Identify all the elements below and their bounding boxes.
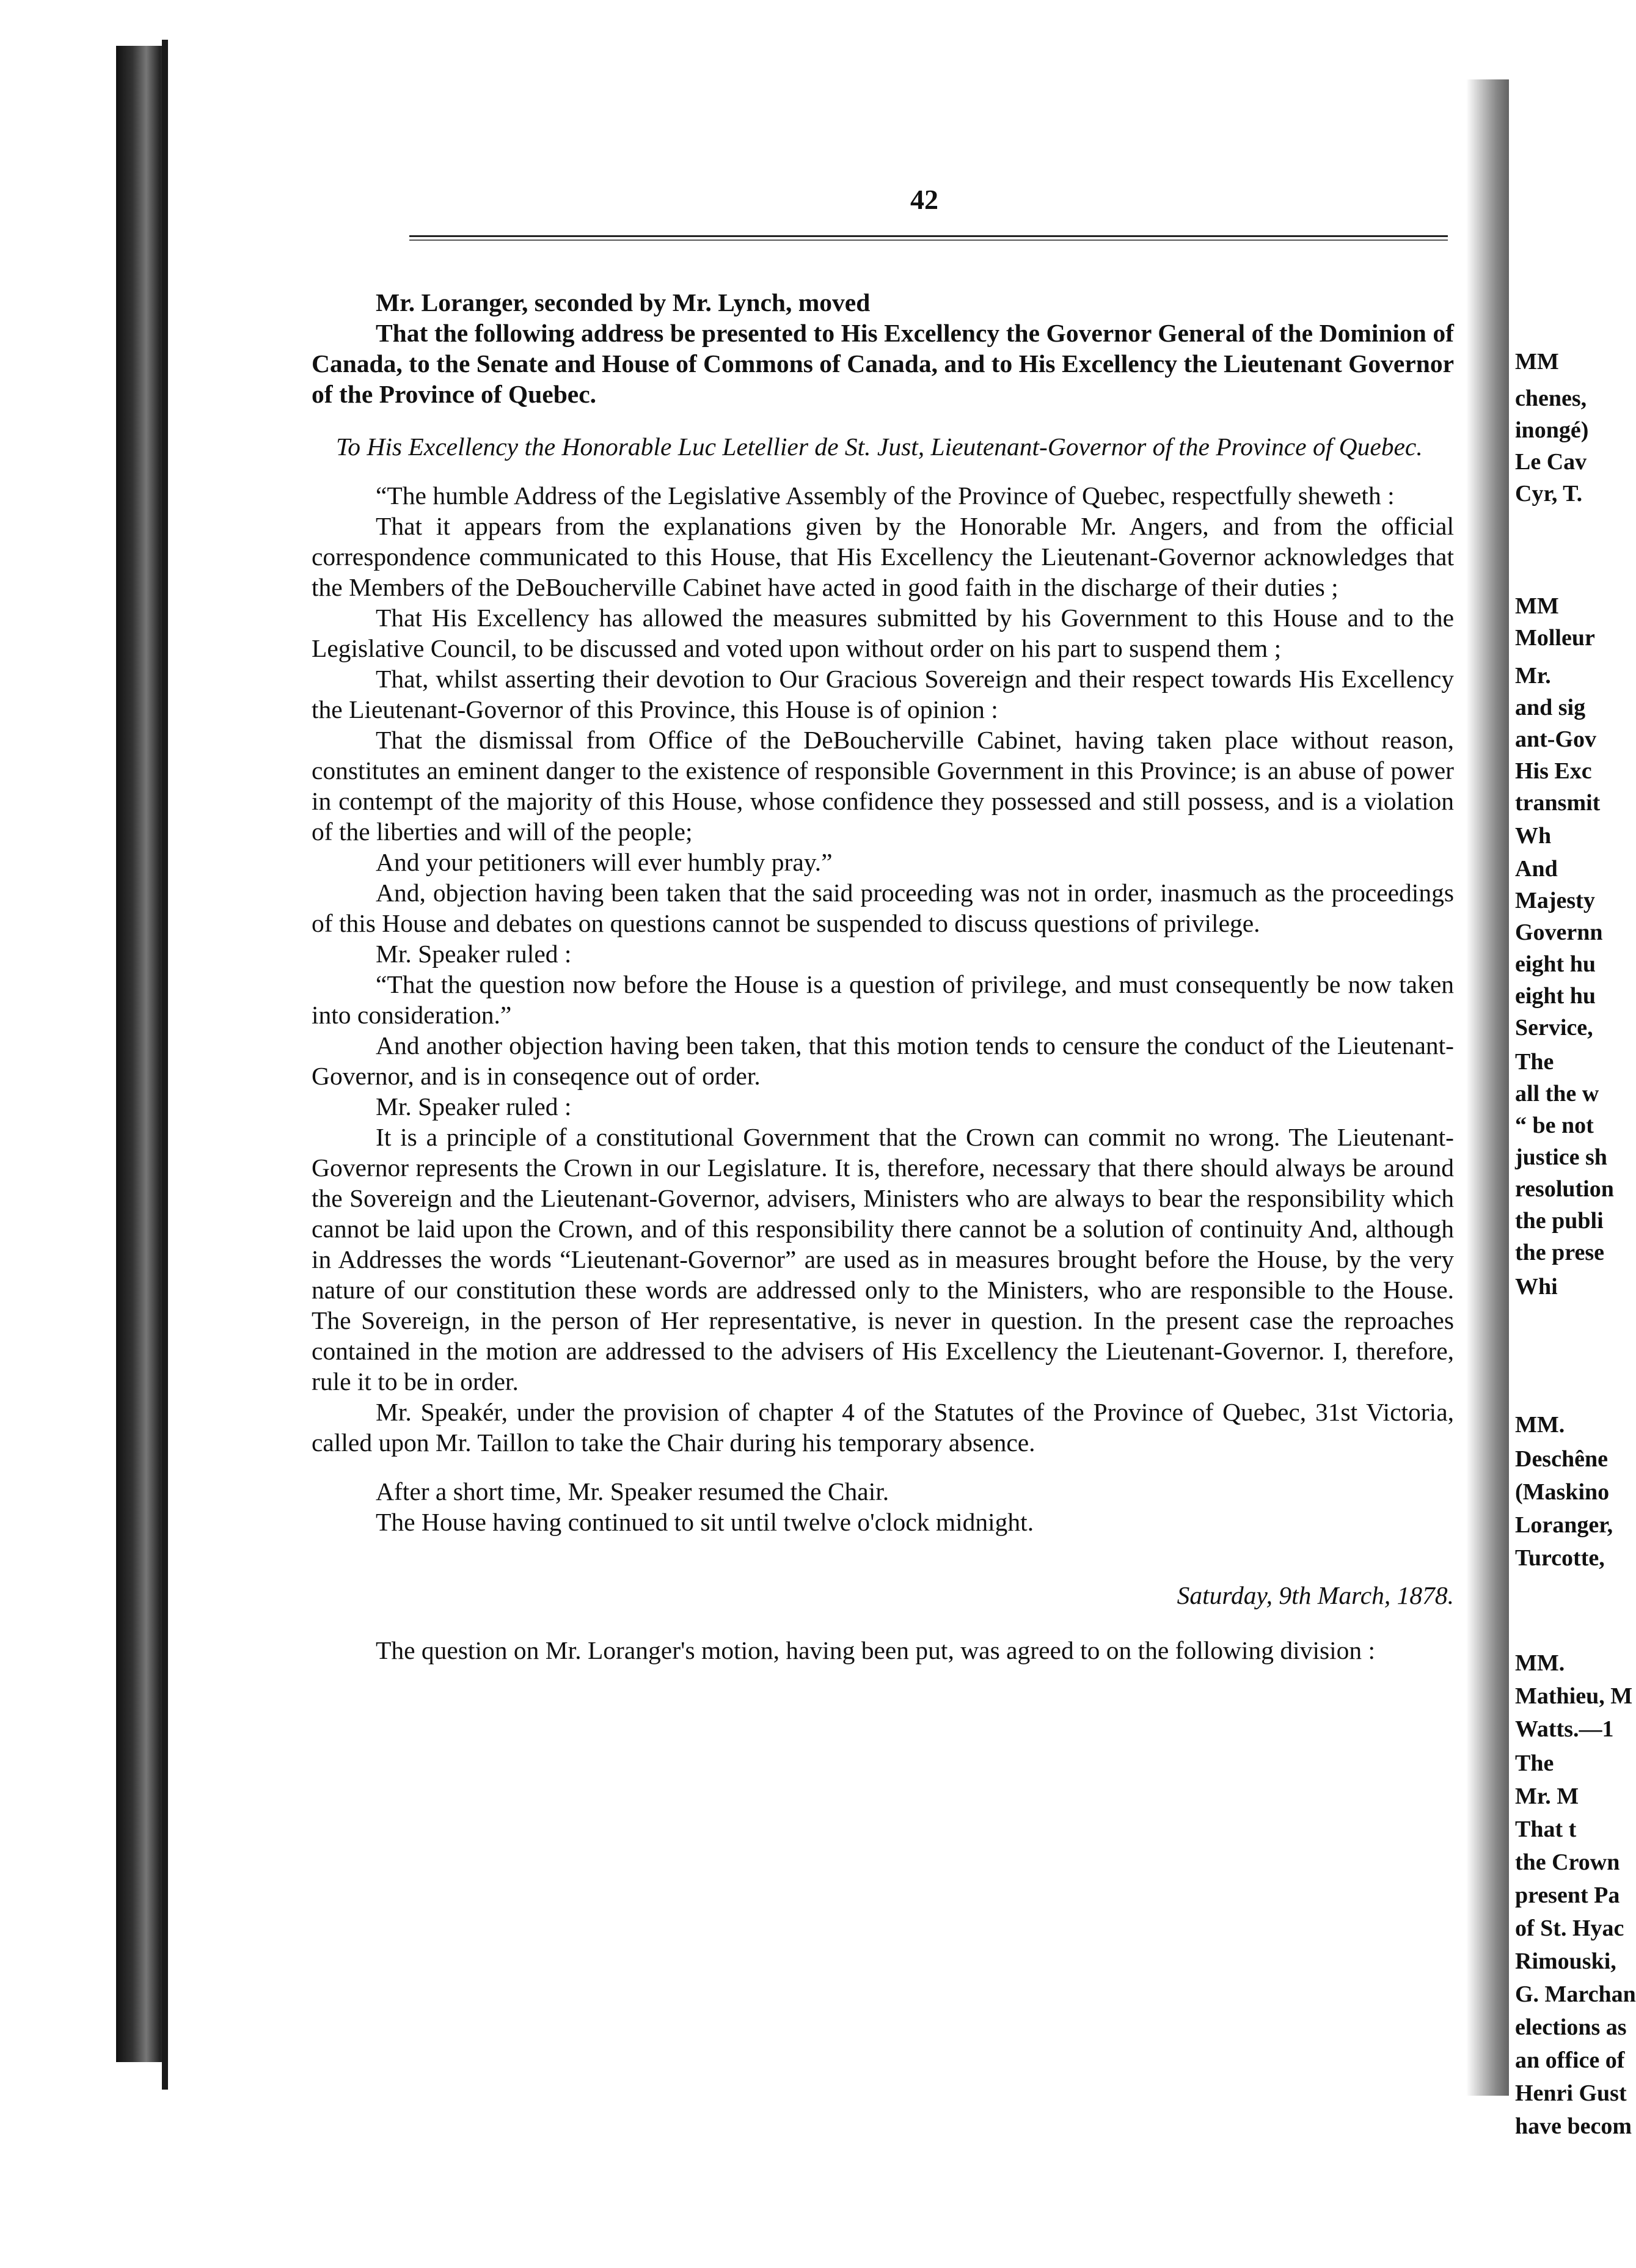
spacer [312,1458,1454,1476]
sitting-continued: The House having continued to sit until twelve o'clock midnight. [376,1508,1034,1536]
facing-line: G. Marchan [1515,1981,1636,2007]
facing-line: eight hu [1515,951,1596,977]
chair-paragraph: Mr. Speakér, under the provision of chapter 4 of the Statutes of the Province of Quebec, 31st Victoria, called upon Mr. Taillon to take the Chair during his temporary absence. [312,1398,1454,1457]
facing-line: Rimouski, [1515,1948,1616,1974]
address-paragraph: That, whilst asserting their devotion to Our Gracious Sovereign and their respect towards His Excellency the Lieutenant-Governor of this Province, this House is of opinion : [312,665,1454,723]
facing-line: Molleur [1515,625,1595,651]
facing-line: Le Cav [1515,449,1587,475]
facing-line: Loranger, [1515,1512,1613,1538]
facing-line: resolution [1515,1176,1614,1202]
facing-line: Whi [1515,1274,1558,1300]
facing-line: Turcotte, [1515,1545,1605,1571]
facing-line: That t [1515,1816,1577,1842]
facing-line: The [1515,1750,1554,1776]
facing-line: MM. [1515,1412,1565,1438]
facing-line: transmit [1515,790,1601,816]
facing-line: inongé) [1515,417,1589,443]
motion-intro: Mr. Loranger, seconded by Mr. Lynch, moved [376,288,871,316]
facing-line: have becom [1515,2113,1632,2139]
facing-line: present Pa [1515,1882,1620,1908]
facing-line: elections as [1515,2014,1627,2040]
facing-line: MM [1515,349,1559,375]
facing-line: “ be not [1515,1113,1594,1138]
facing-line: Cyr, T. [1515,481,1583,507]
address-heading: To His Excellency the Honorable Luc Letellier de St. Just, Lieutenant-Governor of the Province of Quebec. [336,433,1423,461]
address-paragraph: “The humble Address of the Legislative Assembly of the Province of Quebec, respectfully sheweth : [376,481,1395,510]
facing-line: ant-Gov [1515,726,1596,752]
ruling-text: It is a principle of a constitutional Government that the Crown can commit no wrong. The Lieutenant-Governor represents the Crown in our Legislature. It is, therefore, necessary that there should always be around the Sovereign and the Lieutenant-Governor, advisers, Ministers who are always to bear the responsibility which cannot be laid upon the Crown, and of this responsibility there cannot be a solution of continuity And, although in Addresses the words “Lieutenant-Governor” are used as in measures brought before the House, by the very nature of our constitution these words are addressed only to the Ministers, who are responsible to the House. The Sovereign, in the person of Her representative, is never in question. In the present case the reproaches contained in the motion are addressed to the advisers of His Excellency the Lieutenant-Governor. I, therefore, rule it to be in order. [312,1123,1454,1396]
facing-line: Service, [1515,1015,1593,1041]
facing-line: justice sh [1515,1144,1607,1170]
ruling-text: “That the question now before the House is a question of privilege, and must consequently be now taken into consideration.” [312,970,1454,1029]
facing-page [1509,79,1636,2139]
address-paragraph: That it appears from the explanations given by the Honorable Mr. Angers, and from the official correspondence communicated to this House, that His Excellency the Lieutenant-Governor acknowledges that the Members of the DeBoucherville Cabinet have acted in good faith in the discharge of their duties ; [312,512,1454,601]
motion-text: That the following address be presented to His Excellency the Governor General of the Dominion of Canada, to the Senate and House of Commons of Canada, and to His Excellency the Lieutenant Governor of the Province of Quebec. [312,319,1454,408]
facing-line: Majesty [1515,888,1595,913]
facing-line: Henri Gust [1515,2080,1627,2106]
facing-line: MM. [1515,1650,1565,1676]
facing-line: an office of [1515,2047,1625,2073]
facing-line: Mr. [1515,663,1551,689]
objection-paragraph: And another objection having been taken, that this motion tends to censure the conduct of the Lieutenant-Governor, and is in conseqence out of order. [312,1031,1454,1090]
facing-line: all the w [1515,1081,1599,1107]
chair-resumed: After a short time, Mr. Speaker resumed the Chair. [376,1477,889,1505]
facing-line: of St. Hyac [1515,1915,1624,1941]
facing-line: MM [1515,593,1559,619]
speaker-ruled: Mr. Speaker ruled : [376,1092,572,1121]
page-body [312,287,1454,1666]
facing-line: Governn [1515,920,1603,945]
address-closing: And your petitioners will ever humbly pray.” [376,848,833,876]
facing-line: eight hu [1515,983,1596,1009]
facing-line: Watts.—1 [1515,1716,1614,1742]
facing-line: the prese [1515,1240,1604,1265]
facing-line: The [1515,1049,1554,1075]
division-paragraph: The question on Mr. Loranger's motion, having been put, was agreed to on the following division : [376,1636,1376,1664]
facing-line: the publi [1515,1208,1604,1234]
objection-paragraph: And, objection having been taken that the said proceeding was not in order, inasmuch as the proceedings of this House and debates on questions cannot be suspended to discuss questions of privilege. [312,879,1454,937]
facing-line: Wh [1515,823,1552,849]
facing-line: (Maskino [1515,1479,1610,1505]
facing-line: Mr. M [1515,1783,1579,1809]
facing-line: Deschêne [1515,1446,1608,1472]
speaker-ruled: Mr. Speaker ruled : [376,940,572,968]
facing-line: And [1515,856,1558,882]
sitting-date: Saturday, 9th March, 1878. [1177,1581,1454,1609]
facing-line: His Exc [1515,758,1592,784]
facing-line: Mathieu, M [1515,1683,1633,1709]
header-rule [409,235,1448,241]
facing-line: chenes, [1515,386,1587,411]
address-paragraph: That the dismissal from Office of the DeBoucherville Cabinet, having taken place without reason, constitutes an eminent danger to the existence of responsible Government in this Province; is an abuse of power in contempt of the majority of this House, whose confidence they possessed and still possess, and is a violation of the liberties and will of the people; [312,726,1454,846]
facing-line: the Crown [1515,1849,1620,1875]
page-number: 42 [910,184,938,215]
facing-line: and sig [1515,695,1586,720]
address-paragraph: That His Excellency has allowed the measures submitted by his Government to this House and to the Legislative Council, to be discussed and voted upon without order on his part to suspend them ; [312,604,1454,662]
